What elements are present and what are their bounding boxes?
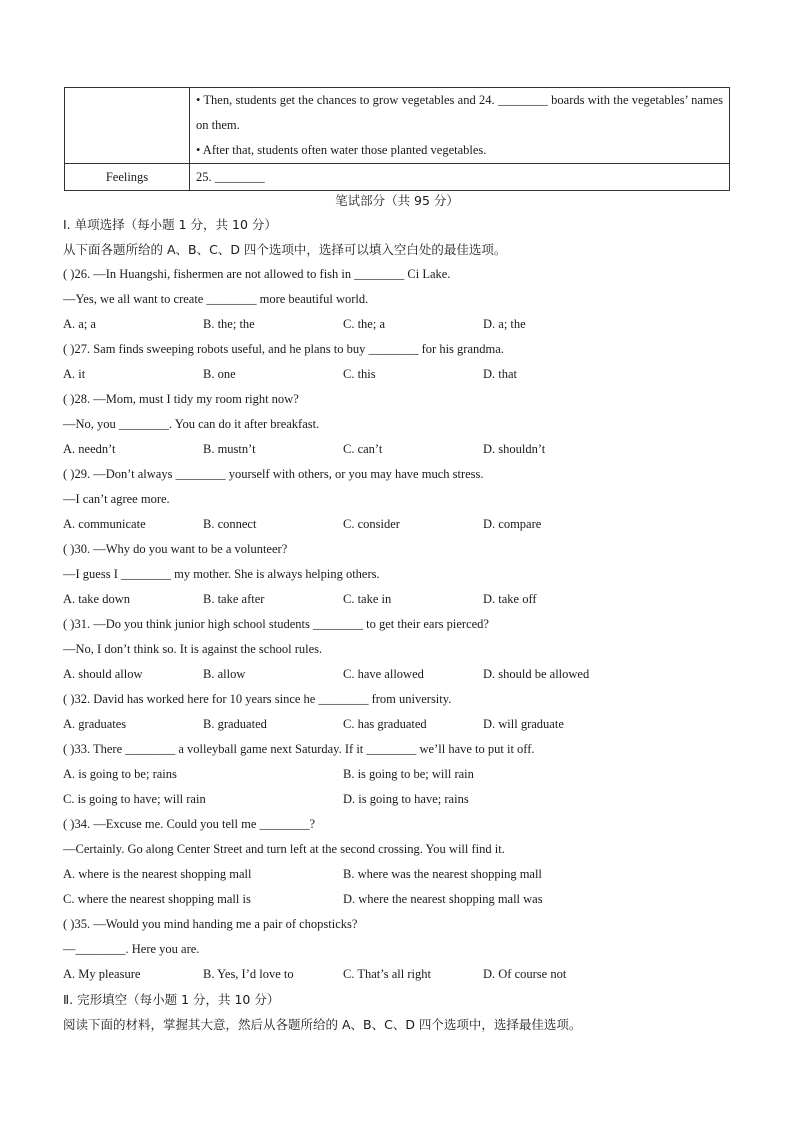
question-response: —No, you ________. You can do it after breakfast. xyxy=(63,417,320,431)
option-c: C. this xyxy=(343,367,376,381)
option-b: B. where was the nearest shopping mall xyxy=(343,867,542,881)
option-c: C. is going to have; will rain xyxy=(63,792,206,806)
bullet-after: • After that, students often water those planted vegetables. xyxy=(196,143,487,157)
bullet-then: • Then, students get the chances to grow vegetables and 24. ________ boards with the vegetables’ names on them. xyxy=(196,93,723,132)
question-response: —Yes, we all want to create ________ more beautiful world. xyxy=(63,292,369,306)
option-c: C. has graduated xyxy=(343,717,427,731)
option-a: A. needn’t xyxy=(63,442,116,456)
question-response: —________. Here you are. xyxy=(63,942,200,956)
option-c: C. consider xyxy=(343,517,400,531)
table-row-label-empty xyxy=(65,88,190,164)
question-response: —Certainly. Go along Center Street and turn left at the second crossing. You will find it. xyxy=(63,842,505,856)
option-d: D. shouldn’t xyxy=(483,442,546,456)
question-stem: ( )27. Sam finds sweeping robots useful, and he plans to buy ________ for his grandma. xyxy=(63,342,504,356)
table-row-content xyxy=(190,88,730,164)
option-a: A. should allow xyxy=(63,667,143,681)
option-a: A. where is the nearest shopping mall xyxy=(63,867,252,881)
question-response: —I guess I ________ my mother. She is always helping others. xyxy=(63,567,380,581)
question-area xyxy=(63,212,733,1037)
option-d: D. take off xyxy=(483,592,537,606)
feelings-value: 25. ________ xyxy=(190,164,730,191)
option-row xyxy=(63,662,733,687)
option-d: D. is going to have; rains xyxy=(343,792,469,806)
option-c: C. That’s all right xyxy=(343,967,431,981)
question-list xyxy=(63,262,733,987)
option-d: D. where the nearest shopping mall was xyxy=(343,892,543,906)
question-stem: ( )26. —In Huangshi, fishermen are not allowed to fish in ________ Ci Lake. xyxy=(63,267,451,281)
option-b: B. allow xyxy=(203,667,246,681)
option-a: A. a; a xyxy=(63,317,96,331)
option-row xyxy=(63,762,733,787)
option-c: C. where the nearest shopping mall is xyxy=(63,892,251,906)
option-c: C. can’t xyxy=(343,442,383,456)
option-d: D. will graduate xyxy=(483,717,564,731)
option-row xyxy=(63,312,733,337)
question-stem: ( )29. —Don’t always ________ yourself with others, or you may have much stress. xyxy=(63,467,484,481)
question-stem: ( )35. —Would you mind handing me a pair of chopsticks? xyxy=(63,917,358,931)
option-row xyxy=(63,587,733,612)
option-row xyxy=(63,437,733,462)
option-b: B. take after xyxy=(203,592,265,606)
option-a: A. is going to be; rains xyxy=(63,767,177,781)
option-b: B. is going to be; will rain xyxy=(343,767,474,781)
option-c: C. take in xyxy=(343,592,392,606)
option-d: D. should be allowed xyxy=(483,667,590,681)
option-row xyxy=(63,362,733,387)
option-row xyxy=(63,887,733,912)
option-row xyxy=(63,512,733,537)
option-c: C. the; a xyxy=(343,317,386,331)
option-c: C. have allowed xyxy=(343,667,424,681)
option-a: A. communicate xyxy=(63,517,146,531)
option-row xyxy=(63,962,733,987)
part2-heading: Ⅱ. 完形填空（每小题 1 分，共 10 分） xyxy=(63,992,280,1007)
section-title: 笔试部分（共 95 分） xyxy=(335,193,459,208)
part1-heading: Ⅰ. 单项选择（每小题 1 分，共 10 分） xyxy=(63,217,277,232)
part1-instruction: 从下面各题所给的 A、B、C、D 四个选项中，选择可以填入空白处的最佳选项。 xyxy=(63,242,507,257)
part2-instruction: 阅读下面的材料，掌握其大意，然后从各题所给的 A、B、C、D 四个选项中，选择最佳选项。 xyxy=(63,1017,582,1032)
option-b: B. Yes, I’d love to xyxy=(203,967,294,981)
question-stem: ( )34. —Excuse me. Could you tell me ________? xyxy=(63,817,316,831)
option-d: D. compare xyxy=(483,517,542,531)
option-row xyxy=(63,787,733,812)
option-row xyxy=(63,712,733,737)
option-b: B. one xyxy=(203,367,236,381)
option-a: A. take down xyxy=(63,592,130,606)
option-row xyxy=(63,862,733,887)
question-stem: ( )33. There ________ a volleyball game next Saturday. If it ________ we’ll have to put it off. xyxy=(63,742,535,756)
option-d: D. Of course not xyxy=(483,967,567,981)
activity-table xyxy=(64,87,730,191)
question-stem: ( )28. —Mom, must I tidy my room right now? xyxy=(63,392,299,406)
question-response: —I can’t agree more. xyxy=(63,492,170,506)
question-stem: ( )32. David has worked here for 10 years since he ________ from university. xyxy=(63,692,452,706)
option-a: A. graduates xyxy=(63,717,127,731)
option-b: B. the; the xyxy=(203,317,255,331)
question-stem: ( )30. —Why do you want to be a volunteer? xyxy=(63,542,288,556)
option-a: A. it xyxy=(63,367,86,381)
option-d: D. a; the xyxy=(483,317,526,331)
option-b: B. connect xyxy=(203,517,257,531)
question-stem: ( )31. —Do you think junior high school students ________ to get their ears pierced? xyxy=(63,617,489,631)
option-d: D. that xyxy=(483,367,518,381)
question-response: —No, I don’t think so. It is against the school rules. xyxy=(63,642,323,656)
option-b: B. graduated xyxy=(203,717,267,731)
option-b: B. mustn’t xyxy=(203,442,256,456)
feelings-label: Feelings xyxy=(65,164,190,191)
option-a: A. My pleasure xyxy=(63,967,141,981)
